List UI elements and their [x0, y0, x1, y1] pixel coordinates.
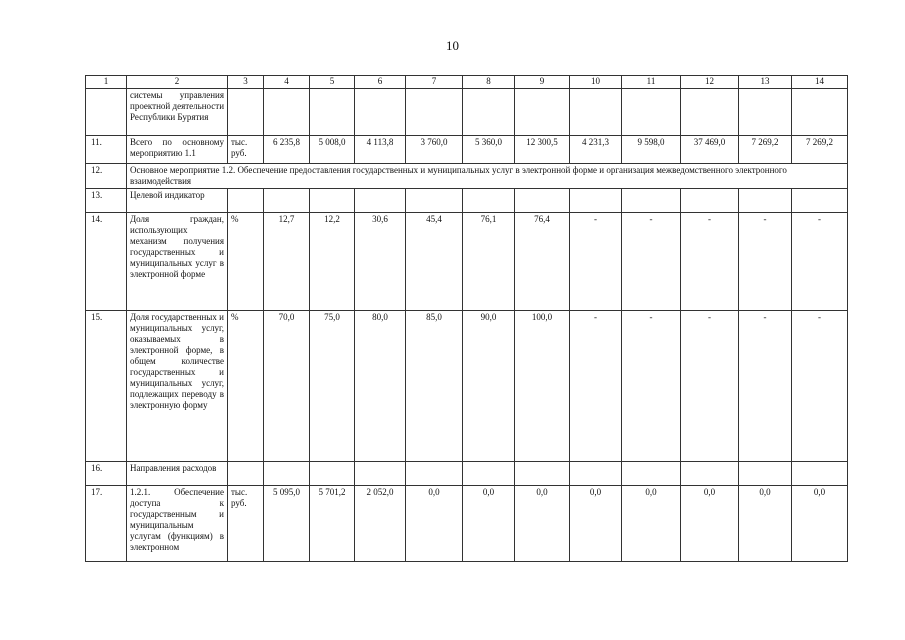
unit-cell: % [228, 311, 264, 462]
table-row [86, 189, 848, 213]
header-cell: 14 [792, 76, 848, 89]
indicator-name: 1.2.1. Обеспечение доступа к государственным и муниципальным услугам (функциям) в электронном [127, 486, 228, 562]
header-cell: 4 [264, 76, 310, 89]
value-cell [792, 462, 848, 486]
row-number: 16. [86, 462, 127, 486]
header-cell: 12 [681, 76, 739, 89]
row-number: 11. [86, 136, 127, 164]
header-cell: 13 [739, 76, 792, 89]
page-number: 10 [446, 38, 459, 53]
value-cell [406, 462, 463, 486]
section-title: Основное мероприятие 1.2. Обеспечение предоставления государственных и муниципальных услуг в электронной форме и организация межведомственного электронного взаимодействия [127, 164, 848, 189]
value-cell: 76,4 [515, 213, 570, 311]
value-cell: 4 231,3 [570, 136, 622, 164]
header-cell: 11 [622, 76, 681, 89]
value-cell: - [681, 213, 739, 311]
header-row [86, 76, 848, 89]
value-cell [463, 462, 515, 486]
value-cell [570, 462, 622, 486]
value-cell [355, 89, 406, 136]
value-cell [310, 189, 355, 213]
value-cell: 70,0 [264, 311, 310, 462]
value-cell [570, 189, 622, 213]
table-row [86, 89, 848, 136]
value-cell [792, 189, 848, 213]
row-number: 17. [86, 486, 127, 562]
value-cell: 7 269,2 [792, 136, 848, 164]
header-cell: 2 [127, 76, 228, 89]
value-cell: - [739, 213, 792, 311]
indicator-name: Направления расходов [127, 462, 228, 486]
header-cell: 7 [406, 76, 463, 89]
value-cell [515, 89, 570, 136]
value-cell: 0,0 [792, 486, 848, 562]
value-cell [406, 89, 463, 136]
table-row [86, 164, 848, 189]
unit-cell: тыс. руб. [228, 486, 264, 562]
header-cell: 1 [86, 76, 127, 89]
unit-cell: % [228, 213, 264, 311]
value-cell: 0,0 [739, 486, 792, 562]
value-cell: 80,0 [355, 311, 406, 462]
value-cell: 76,1 [463, 213, 515, 311]
table-row [86, 213, 848, 311]
unit-cell [228, 189, 264, 213]
value-cell: 0,0 [515, 486, 570, 562]
header-cell: 5 [310, 76, 355, 89]
row-number: 12. [86, 164, 127, 189]
value-cell: 0,0 [681, 486, 739, 562]
value-cell: 5 360,0 [463, 136, 515, 164]
value-cell [264, 462, 310, 486]
header-cell: 8 [463, 76, 515, 89]
value-cell: 12,2 [310, 213, 355, 311]
value-cell: 9 598,0 [622, 136, 681, 164]
value-cell: - [622, 213, 681, 311]
table-row [86, 136, 848, 164]
indicator-name: Доля граждан, использующих механизм получения государственных и муниципальных услуг в электронной форме [127, 213, 228, 311]
value-cell: 2 052,0 [355, 486, 406, 562]
indicator-name: Всего по основному мероприятию 1.1 [127, 136, 228, 164]
value-cell [622, 189, 681, 213]
row-number: 15. [86, 311, 127, 462]
header-cell: 10 [570, 76, 622, 89]
value-cell: - [622, 311, 681, 462]
value-cell: 0,0 [463, 486, 515, 562]
indicator-name: системы управления проектной деятельности Республики Бурятия [127, 89, 228, 136]
value-cell: 12 300,5 [515, 136, 570, 164]
indicator-name: Целевой индикатор [127, 189, 228, 213]
value-cell [406, 189, 463, 213]
value-cell [739, 89, 792, 136]
value-cell: 5 095,0 [264, 486, 310, 562]
header-cell: 6 [355, 76, 406, 89]
value-cell [681, 462, 739, 486]
table-row [86, 311, 848, 462]
value-cell [681, 89, 739, 136]
unit-cell: тыс. руб. [228, 136, 264, 164]
value-cell: - [570, 213, 622, 311]
row-number: 14. [86, 213, 127, 311]
unit-cell [228, 462, 264, 486]
indicator-name: Доля государственных и муниципальных услуг, оказываемых в электронной форме, в общем количестве государственных и муниципальных услуг, подлежащих переводу в электронную форму [127, 311, 228, 462]
value-cell: - [570, 311, 622, 462]
header-cell: 9 [515, 76, 570, 89]
value-cell: 6 235,8 [264, 136, 310, 164]
value-cell [355, 462, 406, 486]
value-cell: 30,6 [355, 213, 406, 311]
value-cell: 12,7 [264, 213, 310, 311]
value-cell: - [792, 213, 848, 311]
value-cell: 7 269,2 [739, 136, 792, 164]
value-cell [515, 189, 570, 213]
value-cell [739, 462, 792, 486]
value-cell [739, 189, 792, 213]
data-table [85, 75, 848, 562]
value-cell: 5 008,0 [310, 136, 355, 164]
value-cell: 0,0 [622, 486, 681, 562]
header-cell: 3 [228, 76, 264, 89]
value-cell [310, 462, 355, 486]
value-cell: 0,0 [570, 486, 622, 562]
value-cell: - [792, 311, 848, 462]
value-cell: 100,0 [515, 311, 570, 462]
unit-cell [228, 89, 264, 136]
row-number: 13. [86, 189, 127, 213]
value-cell: 3 760,0 [406, 136, 463, 164]
table-row [86, 462, 848, 486]
value-cell [355, 189, 406, 213]
row-number [86, 89, 127, 136]
value-cell [622, 462, 681, 486]
value-cell: 5 701,2 [310, 486, 355, 562]
value-cell: 75,0 [310, 311, 355, 462]
value-cell [792, 89, 848, 136]
value-cell: - [739, 311, 792, 462]
value-cell: - [681, 311, 739, 462]
value-cell [463, 189, 515, 213]
value-cell [463, 89, 515, 136]
value-cell [264, 89, 310, 136]
value-cell [570, 89, 622, 136]
value-cell: 37 469,0 [681, 136, 739, 164]
table-row [86, 486, 848, 562]
value-cell [264, 189, 310, 213]
value-cell [515, 462, 570, 486]
value-cell: 85,0 [406, 311, 463, 462]
value-cell: 4 113,8 [355, 136, 406, 164]
value-cell: 45,4 [406, 213, 463, 311]
value-cell: 0,0 [406, 486, 463, 562]
value-cell [681, 189, 739, 213]
value-cell [622, 89, 681, 136]
value-cell [310, 89, 355, 136]
value-cell: 90,0 [463, 311, 515, 462]
